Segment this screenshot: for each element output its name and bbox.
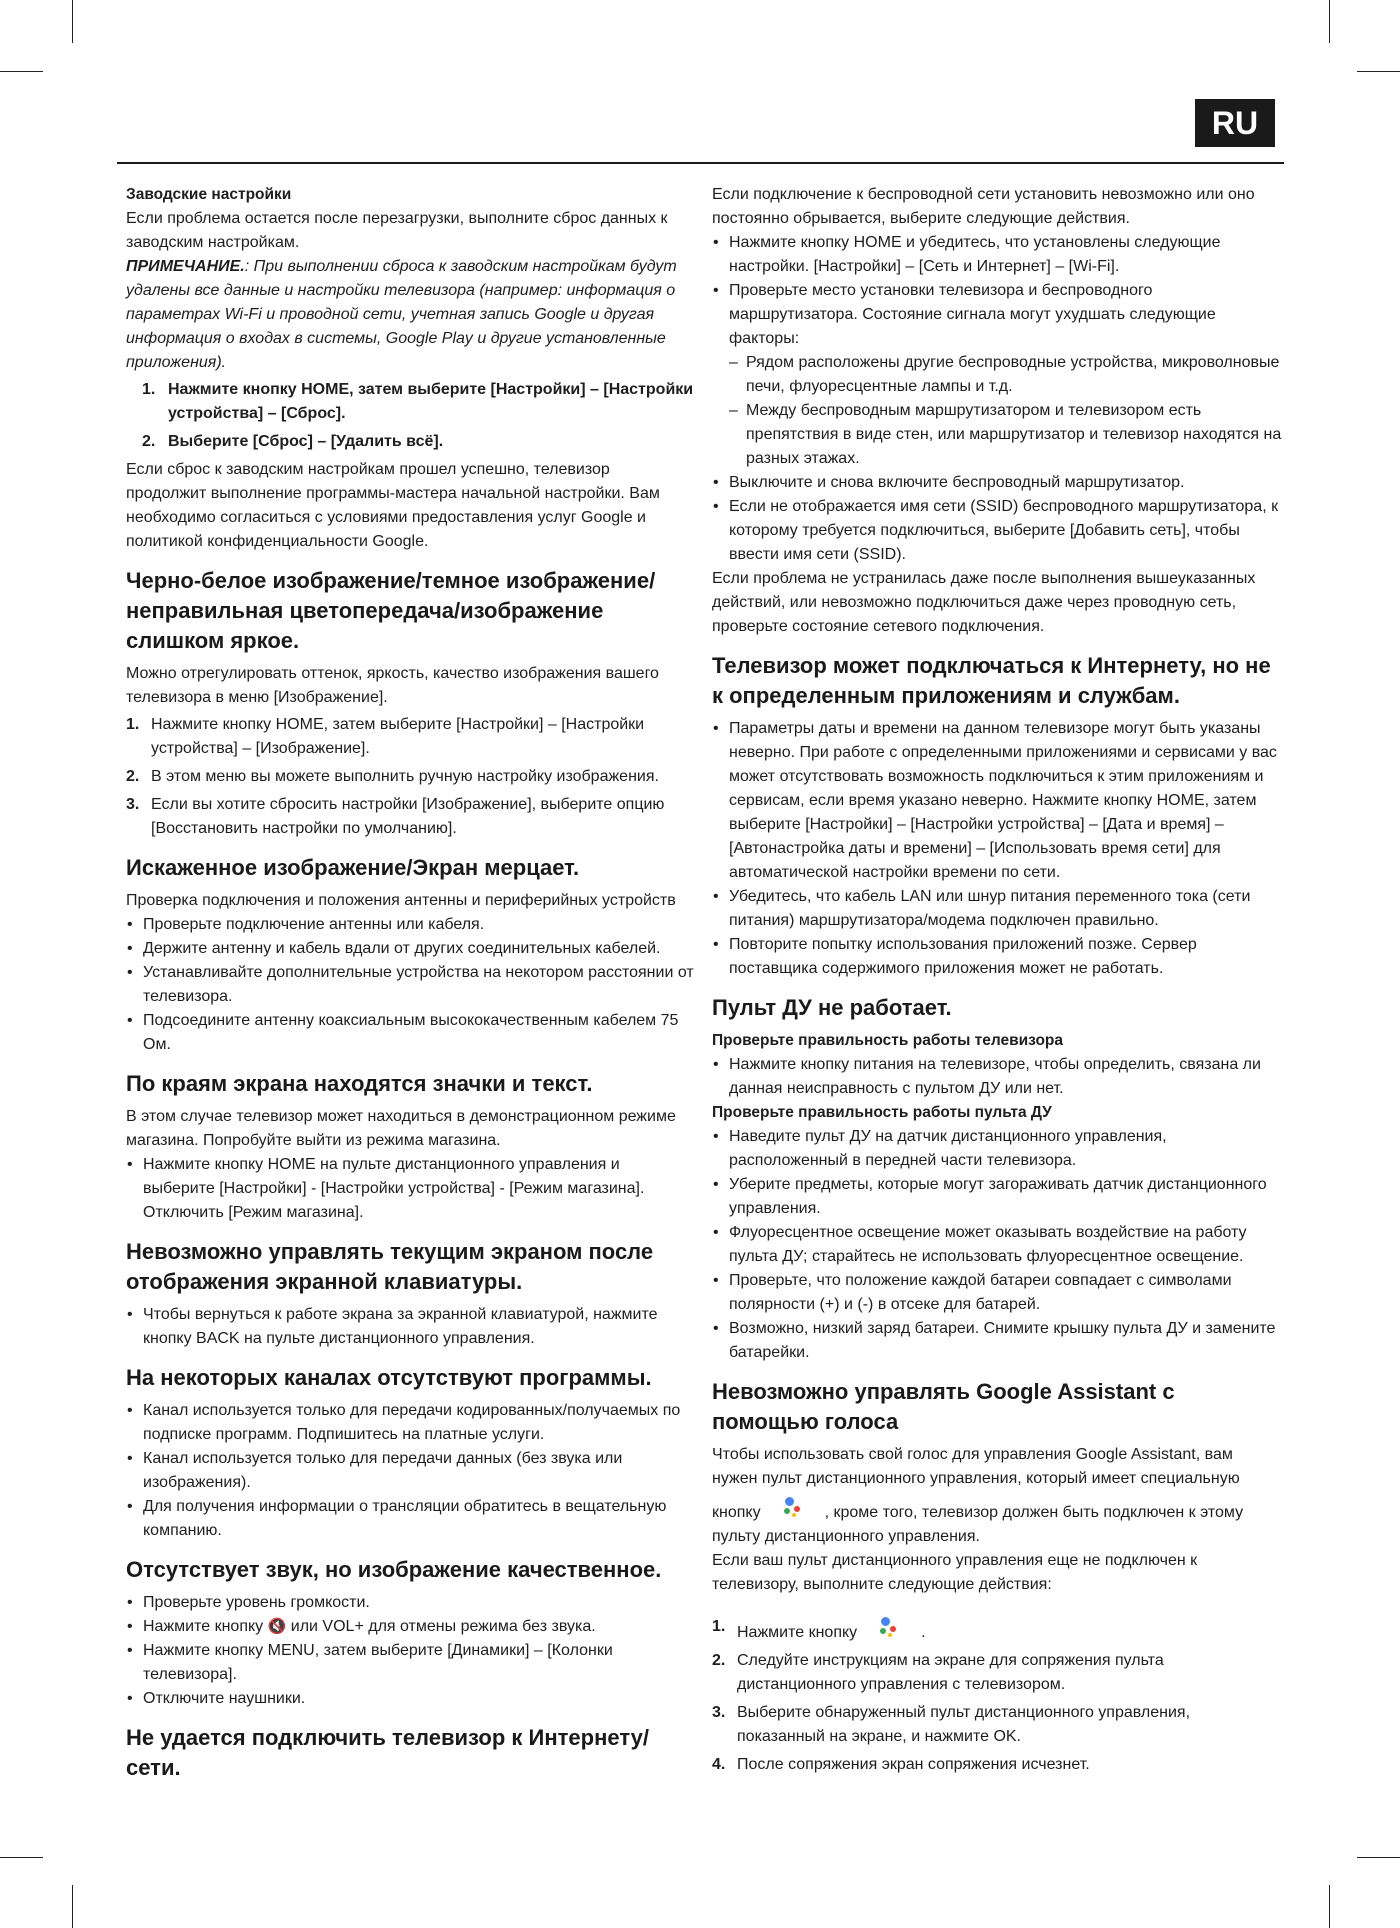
bullet-list: [126, 1303, 694, 1351]
list-item: [712, 1615, 1282, 1645]
bullet-list: [126, 1153, 694, 1225]
list-item: • Для получения информации о трансляции обратитесь в вещательную компанию.: [126, 1495, 694, 1543]
channels-section: [126, 1363, 694, 1543]
list-item: [126, 430, 694, 454]
paragraph: Чтобы использовать свой голос для управления Google Assistant, вам нужен пульт дистанционного управления, который имеет специальную: [712, 1446, 1240, 1487]
list-item: • Нажмите кнопку HOME на пульте дистанционного управления и выберите [Настройки] - [Настройки устройства] - [Режим магазина]. Отключить [Режим магазина].: [126, 1153, 694, 1225]
steps-list: [126, 378, 694, 454]
list-item: [712, 1753, 1282, 1777]
flicker-section: [126, 853, 694, 1057]
language-badge: RU: [1195, 99, 1275, 147]
step-text: Нажмите кнопку HOME, затем выберите [Настройки] – [Настройки устройства] – [Изображение].: [151, 716, 645, 757]
apps-section: [712, 651, 1282, 981]
list-item: • Канал используется только для передачи кодированных/получаемых по подписке программ. Подпишитесь на платные услуги.: [126, 1399, 694, 1447]
crop-mark: [0, 71, 43, 72]
paragraph-text: кнопку: [712, 1504, 761, 1521]
step-number: 4.: [712, 1756, 726, 1773]
section-subheading: Заводские настройки: [126, 186, 292, 203]
bullet-list: [712, 471, 1282, 567]
step-number: 2.: [712, 1652, 726, 1669]
steps-list: [126, 713, 694, 841]
step-number: 3.: [712, 1704, 726, 1721]
list-item: • Устанавливайте дополнительные устройства на некотором расстоянии от телевизора.: [126, 961, 694, 1009]
left-column: [126, 183, 694, 1789]
wifi-section: [712, 183, 1282, 639]
list-item: • Нажмите кнопку MENU, затем выберите [Динамики] – [Колонки телевизора].: [126, 1639, 694, 1687]
note-label: ПРИМЕЧАНИЕ.: [126, 258, 245, 275]
list-item: – Рядом расположены другие беспроводные устройства, микроволновые печи, флуоресцентные лампы и т.д.: [712, 351, 1282, 399]
remote-section: [712, 993, 1282, 1365]
list-item: • Чтобы вернуться к работе экрана за экранной клавиатурой, нажмите кнопку BACK на пульте дистанционного управления.: [126, 1303, 694, 1351]
list-item: • Наведите пульт ДУ на датчик дистанционного управления, расположенный в передней части телевизора.: [712, 1125, 1282, 1173]
paragraph: Если ваш пульт дистанционного управления еще не подключен к телевизору, выполните следующие действия:: [712, 1552, 1198, 1593]
bw-image-section: [126, 566, 694, 841]
factory-reset-section: [126, 183, 694, 554]
section-heading: Не удается подключить телевизор к Интернету/ сети.: [126, 1725, 649, 1780]
list-item: • Проверьте подключение антенны или кабеля.: [126, 913, 694, 937]
note-text: : При выполнении сброса к заводским настройкам будут удалены все данные и настройки телевизора (например: информация о параметрах Wi-Fi и проводной сети, учетная запись Google и другая информация о входах в системы, Google Play и другие установленные приложения).: [126, 258, 677, 371]
section-heading: Телевизор может подключаться к Интернету, но не к определенным приложениям и службам.: [712, 653, 1271, 708]
step-text: .: [921, 1624, 926, 1641]
paragraph: Можно отрегулировать оттенок, яркость, качество изображения вашего телевизора в меню [Изображение].: [126, 665, 659, 706]
paragraph: Если сброс к заводским настройкам прошел успешно, телевизор продолжит выполнение программы-мастера начальной настройки. Вам необходимо согласиться с условиями предоставления услуг Google и политикой конфиденциальности Google.: [126, 461, 660, 550]
internet-section: [126, 1723, 694, 1783]
step-text: Следуйте инструкциям на экране для сопряжения пульта дистанционного управления с телевизором.: [737, 1652, 1164, 1693]
no-sound-section: [126, 1555, 694, 1711]
list-item: • Отключите наушники.: [126, 1687, 694, 1711]
step-text: Если вы хотите сбросить настройки [Изображение], выберите опцию [Восстановить настройки по умолчанию].: [151, 796, 665, 837]
icons-text-section: [126, 1069, 694, 1225]
section-heading: Невозможно управлять текущим экраном после отображения экранной клавиатуры.: [126, 1239, 654, 1294]
step-text: Нажмите кнопку: [737, 1624, 858, 1641]
bullet-list: [126, 1399, 694, 1543]
crop-mark: [1329, 0, 1330, 43]
list-item: • Проверьте, что положение каждой батареи совпадает с символами полярности (+) и (-) в отсеке для батарей.: [712, 1269, 1282, 1317]
list-item: [126, 765, 694, 789]
list-item: • Убедитесь, что кабель LAN или шнур питания переменного тока (сети питания) маршрутизатора/модема подключен правильно.: [712, 885, 1282, 933]
dash-list: [712, 351, 1282, 471]
right-column: [712, 183, 1282, 1781]
list-item: • Подсоедините антенну коаксиальным высококачественным кабелем 75 Ом.: [126, 1009, 694, 1057]
list-item: [126, 793, 694, 841]
list-item: • Уберите предметы, которые могут загораживать датчик дистанционного управления.: [712, 1173, 1282, 1221]
step-number: 1.: [712, 1618, 726, 1635]
google-assistant-icon: [765, 1495, 821, 1521]
item-text: или VOL+ для отмены режима без звука.: [290, 1618, 596, 1635]
section-heading: Искаженное изображение/Экран мерцает.: [126, 855, 580, 880]
list-item: [712, 1649, 1282, 1697]
bullet-list: [126, 1591, 694, 1711]
bullet-list: [712, 717, 1282, 981]
list-item: • Флуоресцентное освещение может оказывать воздействие на работу пульта ДУ; старайтесь не использовать флуоресцентное освещение.: [712, 1221, 1282, 1269]
step-text: Выберите [Сброс] – [Удалить всё].: [168, 433, 444, 450]
crop-mark: [1329, 1885, 1330, 1928]
note: [126, 255, 694, 375]
section-heading: Отсутствует звук, но изображение качественное.: [126, 1557, 662, 1582]
list-item: • Проверьте уровень громкости.: [126, 1591, 694, 1615]
steps-list: [712, 1615, 1282, 1777]
paragraph: В этом случае телевизор может находиться в демонстрационном режиме магазина. Попробуйте выйти из режима магазина.: [126, 1108, 676, 1149]
crop-mark: [0, 1857, 43, 1858]
section-heading: По краям экрана находятся значки и текст.: [126, 1071, 593, 1096]
bullet-list: [712, 231, 1282, 351]
item-text: Нажмите кнопку: [143, 1618, 264, 1635]
list-item: [712, 1701, 1282, 1749]
list-item: • Нажмите кнопку питания на телевизоре, чтобы определить, связана ли данная неисправность с пультом ДУ или нет.: [712, 1053, 1282, 1101]
paragraph: [712, 1495, 1282, 1549]
bullet-list: [126, 913, 694, 1057]
list-item: • Нажмите кнопку HOME и убедитесь, что установлены следующие настройки. [Настройки] – [Сеть и Интернет] – [Wi-Fi].: [712, 231, 1282, 279]
list-item: [126, 378, 694, 426]
paragraph: Если подключение к беспроводной сети установить невозможно или оно постоянно обрывается, выберите следующие действия.: [712, 186, 1255, 227]
step-text: Выберите обнаруженный пульт дистанционного управления, показанный на экране, и нажмите OK.: [737, 1704, 1191, 1745]
google-assistant-icon: [861, 1615, 917, 1641]
section-heading: Черно-белое изображение/темное изображение/ неправильная цветопередача/изображение слишком яркое.: [126, 568, 656, 653]
step-number: 1.: [142, 381, 156, 398]
list-item: • Канал используется только для передачи данных (без звука или изображения).: [126, 1447, 694, 1495]
bullet-list: [712, 1125, 1282, 1365]
list-item: • Параметры даты и времени на данном телевизоре могут быть указаны неверно. При работе с определенными приложениями и сервисами у вас может отсутствовать возможность подключиться к этим приложениям и сервисам, если время указано неверно. Нажмите кнопку HOME, затем выберите [Настройки] – [Настройки устройства] – [Дата и время] – [Автонастройка даты и времени] – [Использовать время сети] для автоматической настройки времени по сети.: [712, 717, 1282, 885]
header-rule: [117, 162, 1284, 164]
paragraph: Проверка подключения и положения антенны и периферийных устройств: [126, 892, 676, 909]
step-number: 2.: [126, 768, 140, 785]
list-item: • Держите антенну и кабель вдали от других соединительных кабелей.: [126, 937, 694, 961]
step-text: Нажмите кнопку HOME, затем выберите [Настройки] – [Настройки устройства] – [Сброс].: [168, 381, 694, 422]
section-subheading: Проверьте правильность работы телевизора: [712, 1032, 1064, 1049]
list-item: • Выключите и снова включите беспроводный маршрутизатор.: [712, 471, 1282, 495]
step-number: 1.: [126, 716, 140, 733]
step-number: 3.: [126, 796, 140, 813]
section-heading: Пульт ДУ не работает.: [712, 995, 952, 1020]
bullet-list: [712, 1053, 1282, 1101]
list-item: • Проверьте место установки телевизора и беспроводного маршрутизатора. Состояние сигнала могут ухудшать следующие факторы:: [712, 279, 1282, 351]
section-heading: На некоторых каналах отсутствуют программы.: [126, 1365, 652, 1390]
paragraph-text: , кроме того, телевизор должен быть подключен к этому пульту дистанционного управления.: [712, 1504, 1244, 1545]
step-text: В этом меню вы можете выполнить ручную настройку изображения.: [151, 768, 659, 785]
crop-mark: [1357, 71, 1400, 72]
assistant-section: [712, 1377, 1282, 1777]
step-text: После сопряжения экран сопряжения исчезнет.: [737, 1756, 1090, 1773]
crop-mark: [1357, 1857, 1400, 1858]
section-heading: Невозможно управлять Google Assistant с помощью голоса: [712, 1379, 1175, 1434]
step-number: 2.: [142, 433, 156, 450]
keyboard-section: [126, 1237, 694, 1351]
list-item: [126, 713, 694, 761]
list-item: [126, 1615, 694, 1639]
list-item: • Повторите попытку использования приложений позже. Сервер поставщика содержимого приложения может не работать.: [712, 933, 1282, 981]
paragraph: Если проблема не устранилась даже после выполнения вышеуказанных действий, или невозможно подключиться даже через проводную сеть, проверьте состояние сетевого подключения.: [712, 570, 1256, 635]
list-item: – Между беспроводным маршрутизатором и телевизором есть препятствия в виде стен, или маршрутизатор и телевизор находятся на разных этажах.: [712, 399, 1282, 471]
crop-mark: [72, 1885, 73, 1928]
crop-mark: [72, 0, 73, 43]
section-subheading: Проверьте правильность работы пульта ДУ: [712, 1104, 1052, 1121]
paragraph: Если проблема остается после перезагрузки, выполните сброс данных к заводским настройкам.: [126, 210, 668, 251]
mute-icon: 🔇: [267, 1618, 287, 1635]
list-item: • Если не отображается имя сети (SSID) беспроводного маршрутизатора, к которому требуется подключиться, выберите [Добавить сеть], чтобы ввести имя сети (SSID).: [712, 495, 1282, 567]
list-item: • Возможно, низкий заряд батареи. Снимите крышку пульта ДУ и замените батарейки.: [712, 1317, 1282, 1365]
